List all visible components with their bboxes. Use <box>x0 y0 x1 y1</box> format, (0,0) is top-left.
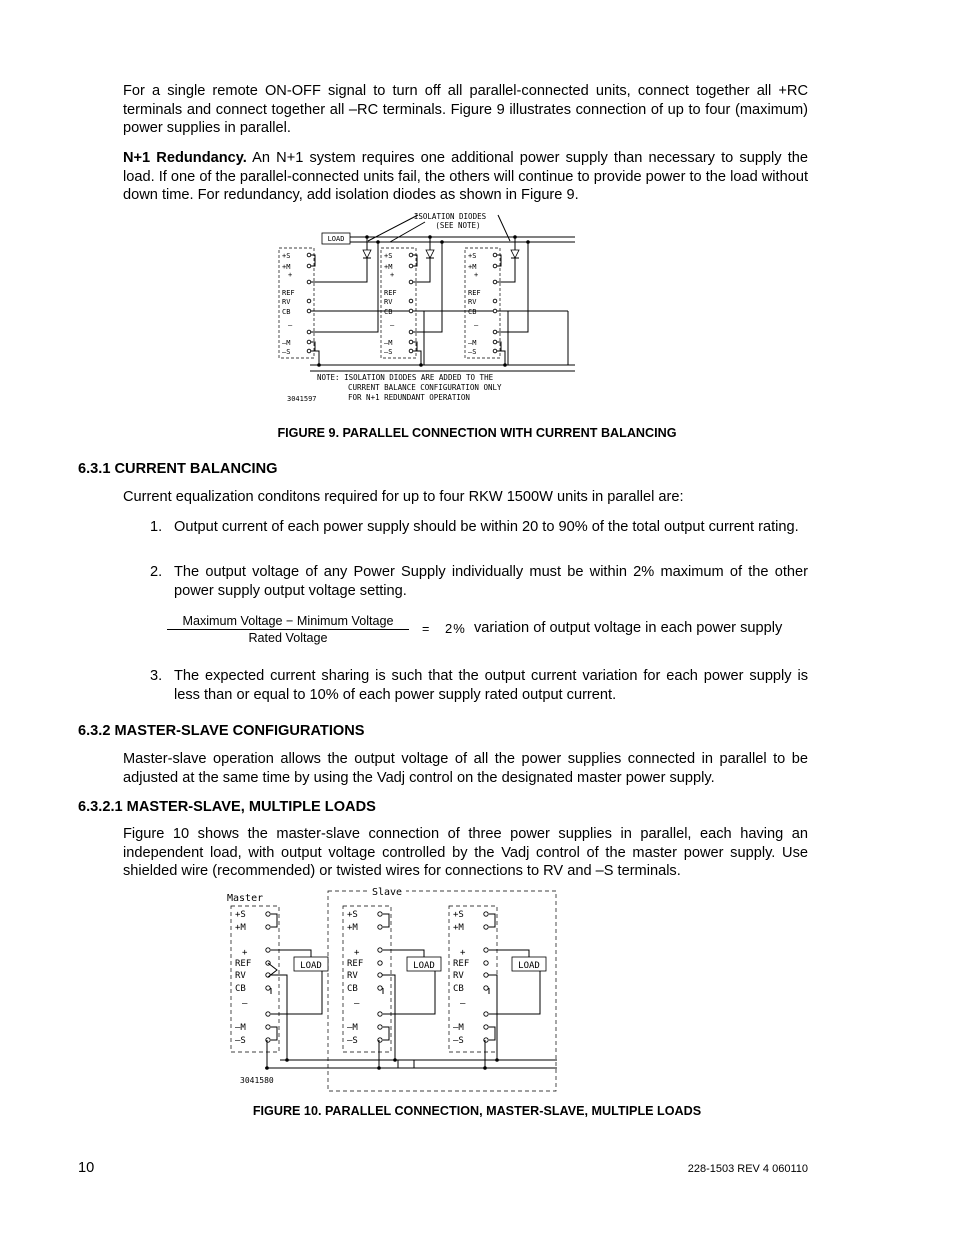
terminal-label: –S <box>235 1036 246 1046</box>
terminal-label: –S <box>384 348 393 356</box>
terminal <box>266 986 270 990</box>
rv-wire <box>382 975 395 1060</box>
terminal-label: REF <box>468 289 481 297</box>
terminal-label: +S <box>453 910 464 920</box>
section-632-heading: 6.3.2 MASTER-SLAVE CONFIGURATIONS <box>78 723 365 739</box>
terminal-label: +S <box>384 252 393 260</box>
terminal <box>307 309 311 313</box>
terminal <box>409 280 413 284</box>
terminal <box>493 280 497 284</box>
terminal <box>307 299 311 303</box>
terminal-label: +M <box>468 263 477 271</box>
wire <box>311 258 367 282</box>
sense-jumper <box>271 1027 277 1040</box>
terminal <box>484 912 488 916</box>
terminal-label: – <box>288 321 293 329</box>
terminal <box>484 925 488 929</box>
terminal <box>493 349 497 353</box>
terminal <box>266 948 270 952</box>
junction-dot <box>526 240 530 244</box>
terminal-label: CB <box>235 984 246 994</box>
terminal <box>307 253 311 257</box>
note-line: NOTE: ISOLATION DIODES ARE ADDED TO THE <box>317 373 494 382</box>
load-wire <box>383 950 424 957</box>
load-label: LOAD <box>518 961 540 971</box>
terminal-label: + <box>242 948 248 958</box>
list-item-number: 3. <box>150 668 163 684</box>
terminal <box>484 986 488 990</box>
sense-jumper <box>497 255 501 266</box>
redundancy-lead: N+1 Redundancy. <box>123 150 247 166</box>
return-wire <box>497 242 528 332</box>
figure-9-diagram <box>270 208 590 408</box>
terminal <box>484 1025 488 1029</box>
redundancy-body: An N+1 system requires one additional power supply than necessary to supply the load. If one of the parallel-connected units fail, the others will continue to provide power to the load without down time. For redundancy, add isolation diodes as shown in Figure 9. <box>123 150 808 204</box>
terminal <box>307 264 311 268</box>
figure-10-caption: FIGURE 10. PARALLEL CONNECTION, MASTER-SLAVE, MULTIPLE LOADS <box>252 1104 702 1118</box>
sense-jumper <box>311 255 315 266</box>
terminal-label: –M <box>453 1023 464 1033</box>
see-note-label: (SEE NOTE) <box>435 221 481 230</box>
load-wire <box>271 950 311 957</box>
terminal-label: + <box>474 271 479 279</box>
terminal-label: – <box>390 321 395 329</box>
note-line: CURRENT BALANCE CONFIGURATION ONLY <box>348 383 502 392</box>
terminal-label: RV <box>453 971 464 981</box>
terminal <box>409 349 413 353</box>
terminal <box>307 330 311 334</box>
terminal-label: +S <box>235 910 246 920</box>
section-631-intro: Current equalization conditons required for up to four RKW 1500W units in parallel are: <box>123 489 684 505</box>
formula-equals: = <box>422 622 430 636</box>
list-item-text: The expected current sharing is such that the output current variation for each power supply is less than or equal to 10% of each power supply rated output current. <box>174 668 808 703</box>
formula-text: variation of output voltage in each power supply <box>474 620 783 636</box>
sense-jumper <box>311 342 315 351</box>
terminal-label: –M <box>282 339 291 347</box>
terminal <box>409 264 413 268</box>
sense-jumper <box>383 914 389 927</box>
terminal <box>493 330 497 334</box>
terminal-label: RV <box>384 298 393 306</box>
terminal <box>378 973 382 977</box>
formula-fraction <box>167 614 409 645</box>
terminal-label: CB <box>468 308 477 316</box>
terminal <box>378 948 382 952</box>
terminal <box>378 986 382 990</box>
load-return <box>271 971 322 1014</box>
drawing-number: 3041580 <box>240 1076 274 1085</box>
terminal <box>493 264 497 268</box>
terminal <box>484 973 488 977</box>
terminal-label: +M <box>453 923 464 933</box>
wire <box>413 258 430 282</box>
load-label: LOAD <box>413 961 435 971</box>
terminal <box>409 299 413 303</box>
sense-jumper <box>413 342 417 351</box>
junction-dot <box>365 235 369 239</box>
junction-dot <box>440 240 444 244</box>
terminal-label: –M <box>347 1023 358 1033</box>
load-label: LOAD <box>300 961 322 971</box>
junction-dot <box>428 235 432 239</box>
sense-jumper <box>271 914 277 927</box>
terminal-label: REF <box>282 289 295 297</box>
terminal <box>266 925 270 929</box>
figure-9-caption: FIGURE 9. PARALLEL CONNECTION WITH CURRENT BALANCING <box>277 426 677 440</box>
terminal <box>378 912 382 916</box>
terminal-label: –S <box>282 348 291 356</box>
page-number: 10 <box>78 1160 95 1176</box>
terminal <box>493 253 497 257</box>
terminal <box>409 330 413 334</box>
terminal-label: – <box>474 321 479 329</box>
terminal-label: + <box>390 271 395 279</box>
drawing-number: 3041597 <box>287 395 317 403</box>
junction-dot <box>495 1058 499 1062</box>
terminal-label: –M <box>468 339 477 347</box>
terminal <box>378 1025 382 1029</box>
terminal-label: –S <box>453 1036 464 1046</box>
sense-jumper <box>497 342 501 351</box>
terminal <box>307 340 311 344</box>
terminal <box>307 349 311 353</box>
list-item-text: Output current of each power supply should be within 20 to 90% of the total output current rating. <box>174 519 799 535</box>
sense-jumper <box>489 1027 495 1040</box>
note-line: FOR N+1 REDUNDANT OPERATION <box>348 393 470 402</box>
rv-wire <box>488 975 497 1060</box>
terminal <box>266 1038 270 1042</box>
isolation-diode <box>363 250 371 258</box>
formula-denominator: Rated Voltage <box>248 631 328 645</box>
terminal <box>493 309 497 313</box>
terminal-label: –M <box>384 339 393 347</box>
terminal-label: + <box>460 948 466 958</box>
terminal-label: + <box>288 271 293 279</box>
terminal-label: REF <box>347 959 364 969</box>
isolation-diode <box>511 250 519 258</box>
junction-dot <box>285 1058 289 1062</box>
junction-dot <box>376 240 380 244</box>
section-6321-heading: 6.3.2.1 MASTER-SLAVE, MULTIPLE LOADS <box>78 799 376 815</box>
list-item-text: The output voltage of any Power Supply individually must be within 2% maximum of the other power supply output voltage setting. <box>174 564 808 599</box>
terminal <box>409 340 413 344</box>
terminal <box>484 948 488 952</box>
terminal <box>307 280 311 284</box>
junction-dot <box>503 363 507 367</box>
section-6321-body: Figure 10 shows the master-slave connection of three power supplies in parallel, each having an independent load, with output voltage controlled by the Vadj control of the master power supply. Use shielded wire (recommended) or twisted wires for connections to RV and –S terminals. <box>123 826 808 880</box>
terminal-label: REF <box>453 959 470 969</box>
terminal <box>378 1038 382 1042</box>
terminal-label: +S <box>282 252 291 260</box>
load-label: LOAD <box>327 235 345 243</box>
terminal-label: RV <box>468 298 477 306</box>
terminal-label: CB <box>453 984 464 994</box>
junction-dot <box>393 1058 397 1062</box>
rv-wire <box>270 975 287 1060</box>
terminal <box>378 961 382 965</box>
terminal-label: RV <box>282 298 291 306</box>
terminal-label: –S <box>468 348 477 356</box>
terminal <box>266 1012 270 1016</box>
terminal-label: –M <box>235 1023 246 1033</box>
isolation-diode <box>426 250 434 258</box>
terminal-label: CB <box>384 308 393 316</box>
sense-jumper <box>413 255 417 266</box>
terminal <box>484 1012 488 1016</box>
junction-dot <box>377 1066 381 1070</box>
terminal-label: + <box>354 948 360 958</box>
terminal-label: +M <box>235 923 246 933</box>
list-item-number: 1. <box>150 519 163 535</box>
formula-numerator: Maximum Voltage − Minimum Voltage <box>167 614 409 630</box>
terminal <box>378 925 382 929</box>
terminal <box>409 309 413 313</box>
master-label: Master <box>227 893 264 904</box>
junction-dot <box>483 1066 487 1070</box>
terminal-label: CB <box>347 984 358 994</box>
terminal <box>378 1012 382 1016</box>
junction-dot <box>265 1066 269 1070</box>
terminal <box>266 1025 270 1029</box>
junction-dot <box>419 363 423 367</box>
slave-label: Slave <box>371 887 403 898</box>
terminal-label: +M <box>384 263 393 271</box>
section-632-body: Master-slave operation allows the output voltage of all the power supplies connected in parallel to be adjusted at the same time by using the Vadj control on the designated master power supply. <box>123 751 808 786</box>
terminal <box>409 253 413 257</box>
terminal-label: +S <box>468 252 477 260</box>
formula-value: 2% <box>445 621 466 636</box>
redundancy-paragraph <box>123 149 808 205</box>
terminal-label: +M <box>282 263 291 271</box>
leader-line <box>390 222 425 242</box>
junction-dot <box>317 363 321 367</box>
document-reference: 228-1503 REV 4 060110 <box>687 1163 808 1175</box>
terminal <box>493 340 497 344</box>
terminal-label: – <box>242 999 248 1009</box>
slave-group-outline <box>328 891 556 1091</box>
isolation-diodes-label: ISOLATION DIODES <box>413 212 487 221</box>
terminal-label: REF <box>384 289 397 297</box>
terminal-label: RV <box>235 971 246 981</box>
terminal-label: –S <box>347 1036 358 1046</box>
terminal <box>493 299 497 303</box>
terminal-label: +M <box>347 923 358 933</box>
sense-jumper <box>489 914 495 927</box>
terminal-label: – <box>354 999 360 1009</box>
terminal <box>266 912 270 916</box>
section-631-heading: 6.3.1 CURRENT BALANCING <box>78 461 278 477</box>
terminal-label: – <box>460 999 466 1009</box>
terminal-label: +S <box>347 910 358 920</box>
junction-dot <box>513 235 517 239</box>
terminal-label: RV <box>347 971 358 981</box>
terminal-label: CB <box>282 308 291 316</box>
list-item-number: 2. <box>150 564 163 580</box>
load-wire <box>489 950 529 957</box>
intro-paragraph: For a single remote ON-OFF signal to turn off all parallel-connected units, connect together all +RC terminals and connect together all –RC terminals. Figure 9 illustrates connection of up to four (maximum) power supplies in parallel. <box>123 83 808 137</box>
terminal-label: REF <box>235 959 252 969</box>
terminal <box>484 1038 488 1042</box>
sense-jumper <box>383 1027 389 1040</box>
figure-10-diagram <box>225 884 570 1094</box>
terminal <box>484 961 488 965</box>
